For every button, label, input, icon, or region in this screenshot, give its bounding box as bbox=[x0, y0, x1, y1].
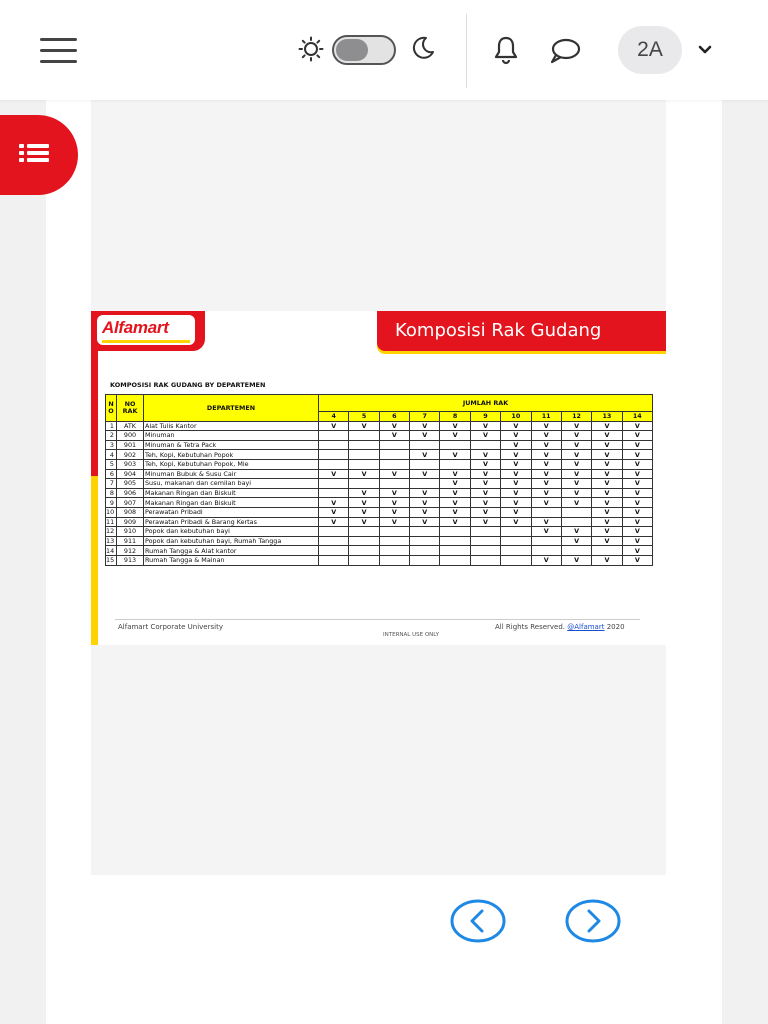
rak-mark-cell bbox=[349, 527, 379, 537]
row-number: 6 bbox=[106, 469, 117, 479]
row-rak-code: 903 bbox=[117, 459, 144, 469]
rak-mark-cell: V bbox=[561, 421, 591, 431]
rak-mark-cell: V bbox=[410, 469, 440, 479]
rak-mark-cell bbox=[470, 555, 500, 565]
rak-mark-cell: V bbox=[622, 431, 652, 441]
table-row bbox=[106, 421, 653, 431]
rak-mark-cell: V bbox=[501, 517, 531, 527]
rak-mark-cell: V bbox=[531, 527, 561, 537]
rak-mark-cell: V bbox=[440, 469, 470, 479]
rak-mark-cell: V bbox=[470, 421, 500, 431]
rak-mark-cell: V bbox=[622, 488, 652, 498]
row-departemen: Makanan Ringan dan Biskuit bbox=[144, 498, 319, 508]
rak-mark-cell: V bbox=[592, 498, 622, 508]
next-page-button[interactable] bbox=[565, 898, 621, 944]
row-rak-code: 911 bbox=[117, 536, 144, 546]
rak-mark-cell: V bbox=[440, 488, 470, 498]
rak-mark-cell bbox=[379, 440, 409, 450]
table-row bbox=[106, 498, 653, 508]
rak-mark-cell: V bbox=[470, 507, 500, 517]
rak-mark-cell: V bbox=[470, 431, 500, 441]
rak-mark-cell bbox=[319, 450, 349, 460]
row-number: 2 bbox=[106, 431, 117, 441]
rak-mark-cell: V bbox=[622, 498, 652, 508]
rak-mark-cell bbox=[410, 440, 440, 450]
rak-mark-cell: V bbox=[622, 527, 652, 537]
rak-mark-cell: V bbox=[319, 517, 349, 527]
rak-mark-cell: V bbox=[440, 507, 470, 517]
rak-mark-cell: V bbox=[379, 431, 409, 441]
rak-mark-cell: V bbox=[470, 488, 500, 498]
header-divider bbox=[466, 14, 467, 88]
rak-mark-cell: V bbox=[561, 527, 591, 537]
table-row bbox=[106, 527, 653, 537]
rak-mark-cell bbox=[319, 488, 349, 498]
rak-mark-cell: V bbox=[470, 469, 500, 479]
rak-mark-cell bbox=[410, 536, 440, 546]
table-row bbox=[106, 507, 653, 517]
footer-internal-note: INTERNAL USE ONLY bbox=[383, 632, 439, 638]
row-number: 12 bbox=[106, 527, 117, 537]
rak-mark-cell bbox=[561, 546, 591, 556]
rak-mark-cell bbox=[410, 546, 440, 556]
rak-mark-cell: V bbox=[561, 498, 591, 508]
rak-mark-cell bbox=[501, 536, 531, 546]
row-rak-code: 913 bbox=[117, 555, 144, 565]
rak-mark-cell: V bbox=[410, 517, 440, 527]
rak-mark-cell bbox=[470, 536, 500, 546]
row-rak-code: 906 bbox=[117, 488, 144, 498]
rak-mark-cell: V bbox=[622, 507, 652, 517]
logo-text: Alfamart bbox=[102, 318, 169, 337]
rak-mark-cell bbox=[349, 431, 379, 441]
rak-mark-cell: V bbox=[592, 421, 622, 431]
rak-mark-cell: V bbox=[592, 507, 622, 517]
rak-mark-cell: V bbox=[440, 498, 470, 508]
rak-mark-cell bbox=[319, 431, 349, 441]
row-departemen: Minuman bbox=[144, 431, 319, 441]
previous-page-button[interactable] bbox=[450, 898, 506, 944]
bell-icon[interactable] bbox=[490, 34, 522, 66]
rak-table bbox=[105, 394, 653, 566]
rak-mark-cell: V bbox=[501, 488, 531, 498]
table-row bbox=[106, 440, 653, 450]
rak-mark-cell bbox=[379, 546, 409, 556]
rak-mark-cell: V bbox=[531, 469, 561, 479]
rak-mark-cell: V bbox=[410, 498, 440, 508]
rak-mark-cell bbox=[440, 536, 470, 546]
header-no: N O bbox=[106, 395, 117, 422]
footer-left: Alfamart Corporate University bbox=[118, 623, 223, 631]
row-departemen: Popok dan kebutuhan bayi bbox=[144, 527, 319, 537]
row-number: 14 bbox=[106, 546, 117, 556]
table-row bbox=[106, 469, 653, 479]
document-page[interactable] bbox=[91, 100, 666, 875]
rak-mark-cell: V bbox=[561, 555, 591, 565]
row-rak-code: ATK bbox=[117, 421, 144, 431]
rak-mark-cell bbox=[379, 459, 409, 469]
top-header bbox=[0, 0, 768, 100]
rak-col-header: 9 bbox=[470, 412, 500, 422]
row-departemen: Rumah Tangga & Alat kantor bbox=[144, 546, 319, 556]
rak-mark-cell bbox=[440, 440, 470, 450]
rak-mark-cell bbox=[379, 527, 409, 537]
rak-mark-cell bbox=[319, 459, 349, 469]
rak-col-header: 7 bbox=[410, 412, 440, 422]
rak-mark-cell: V bbox=[319, 507, 349, 517]
rak-mark-cell: V bbox=[501, 431, 531, 441]
header-jumlah-rak: JUMLAH RAK bbox=[319, 395, 653, 412]
rak-mark-cell: V bbox=[410, 450, 440, 460]
rak-mark-cell: V bbox=[470, 479, 500, 489]
rak-mark-cell: V bbox=[531, 459, 561, 469]
rak-mark-cell: V bbox=[592, 469, 622, 479]
row-rak-code: 909 bbox=[117, 517, 144, 527]
rak-mark-cell: V bbox=[592, 459, 622, 469]
rak-mark-cell: V bbox=[531, 421, 561, 431]
rak-mark-cell: V bbox=[622, 440, 652, 450]
row-number: 8 bbox=[106, 488, 117, 498]
rak-mark-cell bbox=[349, 555, 379, 565]
rak-mark-cell: V bbox=[622, 421, 652, 431]
rak-mark-cell: V bbox=[501, 479, 531, 489]
toggle-knob bbox=[336, 39, 368, 61]
rak-mark-cell: V bbox=[531, 555, 561, 565]
chat-bubble-icon[interactable] bbox=[548, 36, 582, 66]
moon-icon bbox=[410, 35, 436, 61]
rak-mark-cell: V bbox=[319, 498, 349, 508]
row-departemen: Perawatan Pribadi bbox=[144, 507, 319, 517]
footer-rights: All Rights Reserved. bbox=[495, 623, 566, 631]
rak-mark-cell bbox=[379, 450, 409, 460]
rak-mark-cell bbox=[501, 546, 531, 556]
row-number: 5 bbox=[106, 459, 117, 469]
rak-mark-cell: V bbox=[531, 488, 561, 498]
rak-mark-cell: V bbox=[531, 517, 561, 527]
rak-mark-cell: V bbox=[592, 440, 622, 450]
row-number: 13 bbox=[106, 536, 117, 546]
row-departemen: Minuman & Tetra Pack bbox=[144, 440, 319, 450]
rak-mark-cell: V bbox=[561, 488, 591, 498]
rak-mark-cell bbox=[410, 479, 440, 489]
rak-mark-cell: V bbox=[440, 517, 470, 527]
hamburger-icon[interactable] bbox=[40, 38, 78, 64]
rak-mark-cell: V bbox=[501, 440, 531, 450]
rak-mark-cell: V bbox=[622, 459, 652, 469]
document-list-button[interactable] bbox=[0, 115, 78, 195]
avatar[interactable]: 2A bbox=[618, 26, 682, 74]
header-no-rak: NO RAK bbox=[117, 395, 144, 422]
rak-mark-cell: V bbox=[592, 517, 622, 527]
rak-mark-cell: V bbox=[319, 469, 349, 479]
rak-mark-cell bbox=[470, 527, 500, 537]
rak-mark-cell: V bbox=[410, 431, 440, 441]
rak-mark-cell: V bbox=[349, 507, 379, 517]
rak-mark-cell bbox=[349, 479, 379, 489]
rak-mark-cell: V bbox=[501, 421, 531, 431]
rak-col-header: 12 bbox=[561, 412, 591, 422]
rak-mark-cell: V bbox=[531, 450, 561, 460]
rak-mark-cell bbox=[561, 517, 591, 527]
rak-mark-cell bbox=[410, 527, 440, 537]
rak-mark-cell bbox=[319, 546, 349, 556]
row-number: 15 bbox=[106, 555, 117, 565]
rak-mark-cell bbox=[410, 555, 440, 565]
table-row bbox=[106, 517, 653, 527]
row-departemen: Perawatan Pribadi & Barang Kertas bbox=[144, 517, 319, 527]
rak-mark-cell: V bbox=[501, 450, 531, 460]
rak-mark-cell bbox=[470, 440, 500, 450]
rak-col-header: 8 bbox=[440, 412, 470, 422]
rak-mark-cell bbox=[440, 555, 470, 565]
rak-mark-cell: V bbox=[622, 517, 652, 527]
table-row bbox=[106, 546, 653, 556]
rak-mark-cell: V bbox=[349, 498, 379, 508]
row-rak-code: 901 bbox=[117, 440, 144, 450]
rak-mark-cell bbox=[349, 459, 379, 469]
rak-mark-cell bbox=[349, 450, 379, 460]
rak-mark-cell: V bbox=[379, 488, 409, 498]
rak-mark-cell: V bbox=[379, 469, 409, 479]
rak-mark-cell: V bbox=[531, 479, 561, 489]
alfamart-logo bbox=[93, 311, 205, 351]
rak-mark-cell: V bbox=[470, 517, 500, 527]
rak-mark-cell: V bbox=[440, 421, 470, 431]
rak-mark-cell bbox=[349, 546, 379, 556]
rak-mark-cell: V bbox=[561, 459, 591, 469]
rak-mark-cell: V bbox=[531, 498, 561, 508]
rak-mark-cell bbox=[531, 546, 561, 556]
rak-mark-cell: V bbox=[379, 507, 409, 517]
footer-link[interactable]: @Alfamart bbox=[567, 623, 605, 631]
rak-col-header: 13 bbox=[592, 412, 622, 422]
row-number: 7 bbox=[106, 479, 117, 489]
rak-col-header: 10 bbox=[501, 412, 531, 422]
header-departemen: DEPARTEMEN bbox=[144, 395, 319, 422]
rak-mark-cell bbox=[561, 507, 591, 517]
rak-mark-cell: V bbox=[349, 517, 379, 527]
rak-mark-cell bbox=[349, 440, 379, 450]
chevron-down-icon[interactable] bbox=[697, 42, 713, 58]
row-number: 4 bbox=[106, 450, 117, 460]
row-number: 11 bbox=[106, 517, 117, 527]
rak-mark-cell: V bbox=[531, 431, 561, 441]
rak-mark-cell: V bbox=[410, 507, 440, 517]
rak-mark-cell: V bbox=[349, 469, 379, 479]
row-rak-code: 905 bbox=[117, 479, 144, 489]
rak-mark-cell: V bbox=[440, 450, 470, 460]
slide bbox=[91, 311, 666, 645]
rak-col-header: 5 bbox=[349, 412, 379, 422]
rak-mark-cell bbox=[501, 555, 531, 565]
rak-mark-cell bbox=[319, 527, 349, 537]
rak-mark-cell bbox=[379, 555, 409, 565]
rak-mark-cell: V bbox=[349, 421, 379, 431]
rak-mark-cell: V bbox=[501, 507, 531, 517]
row-number: 10 bbox=[106, 507, 117, 517]
rak-mark-cell: V bbox=[379, 498, 409, 508]
rak-mark-cell: V bbox=[379, 421, 409, 431]
row-number: 1 bbox=[106, 421, 117, 431]
rak-mark-cell bbox=[319, 479, 349, 489]
row-departemen: Teh, Kopi, Kebutuhan Popok bbox=[144, 450, 319, 460]
footer-year: 2020 bbox=[606, 623, 625, 631]
rak-mark-cell bbox=[319, 555, 349, 565]
row-departemen: Teh, Kopi, Kebutuhan Popok, Mie bbox=[144, 459, 319, 469]
rak-mark-cell: V bbox=[622, 479, 652, 489]
rak-mark-cell: V bbox=[622, 469, 652, 479]
rak-mark-cell: V bbox=[592, 555, 622, 565]
slide-title: Komposisi Rak Gudang bbox=[395, 320, 602, 341]
rak-mark-cell: V bbox=[622, 450, 652, 460]
rak-mark-cell: V bbox=[561, 450, 591, 460]
footer-right bbox=[495, 623, 625, 631]
slide-stripe-yellow bbox=[91, 476, 98, 645]
table-row bbox=[106, 555, 653, 565]
row-rak-code: 910 bbox=[117, 527, 144, 537]
rak-mark-cell bbox=[379, 479, 409, 489]
rak-mark-cell bbox=[440, 459, 470, 469]
rak-mark-cell: V bbox=[592, 431, 622, 441]
rak-mark-cell bbox=[349, 536, 379, 546]
rak-mark-cell: V bbox=[501, 459, 531, 469]
rak-mark-cell: V bbox=[410, 488, 440, 498]
table-row bbox=[106, 450, 653, 460]
rak-mark-cell bbox=[440, 527, 470, 537]
rak-mark-cell: V bbox=[592, 450, 622, 460]
rak-mark-cell bbox=[379, 536, 409, 546]
rak-col-header: 4 bbox=[319, 412, 349, 422]
rak-mark-cell bbox=[319, 440, 349, 450]
list-icon bbox=[19, 143, 51, 167]
rak-mark-cell: V bbox=[531, 440, 561, 450]
rak-mark-cell: V bbox=[622, 555, 652, 565]
slide-title-banner bbox=[377, 311, 666, 351]
rak-mark-cell: V bbox=[592, 488, 622, 498]
rak-mark-cell: V bbox=[501, 498, 531, 508]
rak-mark-cell bbox=[531, 507, 561, 517]
rak-mark-cell: V bbox=[561, 440, 591, 450]
row-number: 3 bbox=[106, 440, 117, 450]
rak-mark-cell: V bbox=[592, 536, 622, 546]
row-rak-code: 907 bbox=[117, 498, 144, 508]
rak-mark-cell: V bbox=[561, 479, 591, 489]
table-row bbox=[106, 431, 653, 441]
rak-mark-cell: V bbox=[440, 479, 470, 489]
rak-col-header: 11 bbox=[531, 412, 561, 422]
table-caption: KOMPOSISI RAK GUDANG BY DEPARTEMEN bbox=[110, 381, 266, 389]
rak-mark-cell: V bbox=[622, 536, 652, 546]
row-departemen: Popok dan kebutuhan bayi, Rumah Tangga bbox=[144, 536, 319, 546]
row-rak-code: 900 bbox=[117, 431, 144, 441]
table-row bbox=[106, 488, 653, 498]
rak-mark-cell: V bbox=[470, 459, 500, 469]
rak-col-header: 14 bbox=[622, 412, 652, 422]
sun-icon bbox=[298, 36, 324, 62]
rak-mark-cell bbox=[501, 527, 531, 537]
rak-mark-cell bbox=[531, 536, 561, 546]
row-departemen: Makanan Ringan dan Biskuit bbox=[144, 488, 319, 498]
rak-mark-cell: V bbox=[561, 469, 591, 479]
rak-mark-cell: V bbox=[561, 431, 591, 441]
footer-rule bbox=[115, 619, 640, 620]
row-departemen: Susu, makanan dan cemilan bayi bbox=[144, 479, 319, 489]
row-rak-code: 902 bbox=[117, 450, 144, 460]
rak-mark-cell bbox=[440, 546, 470, 556]
row-departemen: Minuman Bubuk & Susu Cair bbox=[144, 469, 319, 479]
rak-mark-cell bbox=[470, 546, 500, 556]
table-row bbox=[106, 536, 653, 546]
rak-mark-cell: V bbox=[470, 498, 500, 508]
rak-mark-cell bbox=[410, 459, 440, 469]
table-row bbox=[106, 479, 653, 489]
row-rak-code: 904 bbox=[117, 469, 144, 479]
row-number: 9 bbox=[106, 498, 117, 508]
rak-mark-cell: V bbox=[319, 421, 349, 431]
rak-col-header: 6 bbox=[379, 412, 409, 422]
rak-mark-cell: V bbox=[410, 421, 440, 431]
rak-mark-cell bbox=[319, 536, 349, 546]
rak-mark-cell bbox=[592, 546, 622, 556]
row-departemen: Rumah Tangga & Mainan bbox=[144, 555, 319, 565]
rak-mark-cell: V bbox=[501, 469, 531, 479]
table-row bbox=[106, 459, 653, 469]
rak-mark-cell: V bbox=[592, 527, 622, 537]
rak-mark-cell: V bbox=[561, 536, 591, 546]
row-rak-code: 912 bbox=[117, 546, 144, 556]
rak-mark-cell: V bbox=[440, 431, 470, 441]
rak-table-body bbox=[106, 421, 653, 565]
rak-mark-cell: V bbox=[470, 450, 500, 460]
theme-toggle[interactable] bbox=[332, 35, 396, 65]
rak-mark-cell: V bbox=[379, 517, 409, 527]
rak-mark-cell: V bbox=[349, 488, 379, 498]
rak-mark-cell: V bbox=[622, 546, 652, 556]
row-rak-code: 908 bbox=[117, 507, 144, 517]
row-departemen: Alat Tulis Kantor bbox=[144, 421, 319, 431]
rak-mark-cell: V bbox=[592, 479, 622, 489]
